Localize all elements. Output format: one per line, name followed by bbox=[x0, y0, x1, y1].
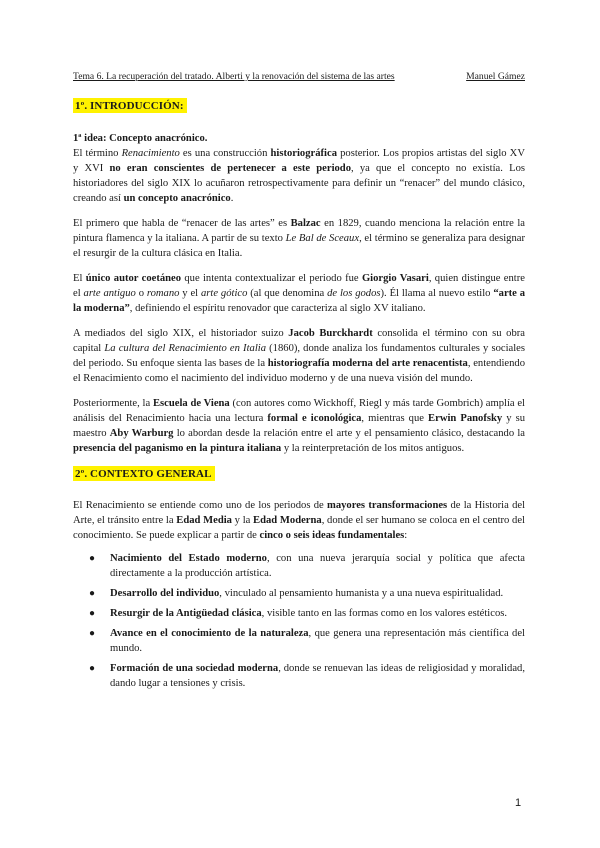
text-run: y la bbox=[231, 515, 254, 526]
bold-run: historiografía moderna del arte renacentista bbox=[267, 358, 468, 369]
bold-run: Escuela de Viena bbox=[152, 398, 230, 409]
paragraph-2 bbox=[73, 216, 525, 261]
list-item-text: , visible tanto en las formas como en los valores estéticos. bbox=[261, 608, 508, 619]
bullet-icon: ● bbox=[89, 608, 96, 619]
text-run: , donde el ser humano se coloca en el centro del conocimiento. Se puede explicar a partir de bbox=[73, 515, 525, 541]
bullet-icon: ● bbox=[89, 628, 96, 639]
paragraph-1 bbox=[73, 131, 525, 206]
bold-run: Erwin Panofsky bbox=[428, 413, 503, 424]
bold-run: Aby Warburg bbox=[109, 428, 174, 439]
bold-run: Balzac bbox=[290, 218, 321, 229]
text-run: es una construcción bbox=[179, 148, 271, 159]
paragraph-context-intro bbox=[73, 498, 525, 543]
text-run: , entendiendo el Renacimiento como el nacimiento del individuo moderno y de una nueva visión del mundo. bbox=[73, 358, 525, 384]
bold-run: “arte a la moderna” bbox=[73, 288, 526, 314]
bold-run: Edad Moderna bbox=[253, 515, 322, 526]
text-run: que intenta contextualizar el periodo fue bbox=[181, 273, 362, 284]
text-run: (con autores como Wickhoff, Riegl y más tarde Gombrich) amplía el análisis del Renacimiento hacia una lectura bbox=[73, 398, 525, 424]
bold-run: Giorgio Vasari bbox=[361, 273, 429, 284]
text-run: El término bbox=[73, 148, 122, 159]
text-run: (al que denomina bbox=[247, 288, 328, 299]
list-item bbox=[73, 606, 525, 621]
text-run: de la Historia del Arte, el tránsito entre la bbox=[73, 500, 526, 526]
italic-run: arte gótico bbox=[200, 288, 248, 299]
section-1-heading: 1º. INTRODUCCIÓN: bbox=[73, 98, 187, 113]
section-1-heading-wrap bbox=[73, 98, 525, 114]
italic-run: romano bbox=[146, 288, 180, 299]
italic-run: Renacimiento bbox=[121, 148, 180, 159]
page-number: 1 bbox=[515, 797, 522, 809]
list-item-text: , donde se renuevan las ideas de religiosidad y moralidad, dando lugar a tensiones y crisis. bbox=[110, 663, 525, 689]
text-run: y su maestro bbox=[73, 413, 526, 439]
bold-run: presencia del paganismo en la pintura italiana bbox=[73, 443, 282, 454]
paragraph-4 bbox=[73, 326, 525, 386]
list-item-bold: Formación de una sociedad moderna bbox=[110, 663, 279, 674]
paragraph-5 bbox=[73, 396, 525, 456]
text-run: o bbox=[135, 288, 147, 299]
bullet-icon: ● bbox=[89, 663, 96, 674]
bullet-icon: ● bbox=[89, 588, 96, 599]
header-author: Manuel Gámez bbox=[466, 71, 525, 82]
text-run: . bbox=[230, 193, 234, 204]
text-run: , definiendo el espíritu renovador que caracteriza al siglo XV italiano. bbox=[129, 303, 426, 314]
italic-run: Le Bal de Sceaux bbox=[285, 233, 360, 244]
bullet-icon: ● bbox=[89, 553, 96, 564]
bold-run: mayores transformaciones bbox=[327, 500, 448, 511]
text-run: Posteriormente, la bbox=[73, 398, 153, 409]
list-item-bold: Resurgir de la Antigüedad clásica bbox=[110, 608, 262, 619]
text-run: posterior. Los propios artistas del siglo XV y XVI bbox=[73, 148, 525, 174]
bold-run: Jacob Burckhardt bbox=[288, 328, 373, 339]
bold-run: Edad Media bbox=[176, 515, 232, 526]
italic-run: La cultura del Renacimiento en Italia bbox=[104, 343, 267, 354]
ideas-list bbox=[73, 551, 525, 691]
text-run: , mientras que bbox=[361, 413, 429, 424]
bold-run: no eran conscientes de pertenecer a este periodo bbox=[109, 163, 351, 174]
list-item-bold: Desarrollo del individuo bbox=[110, 588, 220, 599]
list-item bbox=[73, 626, 525, 656]
italic-run: arte antiguo bbox=[83, 288, 136, 299]
document-body bbox=[73, 98, 525, 696]
bold-run: único autor coetáneo bbox=[85, 273, 182, 284]
section-2-heading-wrap bbox=[73, 466, 525, 482]
list-item-text: , que genera una representación más científica del mundo. bbox=[110, 628, 525, 654]
text-run: : bbox=[404, 530, 408, 541]
section-2-heading: 2º. CONTEXTO GENERAL bbox=[73, 466, 215, 481]
text-run: consolida el término con su obra capital bbox=[73, 328, 525, 354]
text-run: , el término se generaliza para designar el resurgir de la cultura clásica en Italia. bbox=[73, 233, 525, 259]
list-item bbox=[73, 661, 525, 691]
bold-run: cinco o seis ideas fundamentales bbox=[259, 530, 405, 541]
italic-run: de los godos bbox=[327, 288, 381, 299]
list-item-text: , vinculado al pensamiento humanista y a una nueva espiritualidad. bbox=[219, 588, 504, 599]
text-run: (1860), donde analiza los fundamentos culturales y sociales del periodo. Su enfoque sienta las bases de la bbox=[73, 343, 526, 369]
text-run: ). Él llama al nuevo estilo bbox=[380, 288, 494, 299]
text-run: y el bbox=[179, 288, 201, 299]
subsection-title: 1ª idea: Concepto anacrónico. bbox=[73, 133, 208, 144]
bold-run: un concepto anacrónico bbox=[123, 193, 231, 204]
list-item bbox=[73, 586, 525, 601]
text-run: El primero que habla de “renacer de las artes” es bbox=[73, 218, 291, 229]
text-run: El bbox=[73, 273, 86, 284]
list-item-bold: Avance en el conocimiento de la naturaleza bbox=[110, 628, 309, 639]
paragraph-3 bbox=[73, 271, 525, 316]
list-item-text: , con una nueva jerarquía social y política que afecta directamente a la producción artística. bbox=[110, 553, 525, 579]
text-run: en 1829, cuando menciona la relación entre la pintura flamenca y la italiana. A partir de su texto bbox=[73, 218, 525, 244]
text-run: A mediados del siglo XIX, el historiador suizo bbox=[73, 328, 289, 339]
header-title: Tema 6. La recuperación del tratado. Alberti y la renovación del sistema de las artes bbox=[73, 71, 395, 82]
text-run: , quien distingue entre el bbox=[73, 273, 525, 299]
text-run: lo abordan desde la relación entre el arte y el pensamiento clásico, destacando la bbox=[173, 428, 526, 439]
bold-run: historiográfica bbox=[270, 148, 337, 159]
list-item bbox=[73, 551, 525, 581]
text-run: , ya que el concepto no existía. Los historiadores del siglo XIX lo acuñaron retrospectivamente para definir un “renacer” del mundo clásico, creando así bbox=[73, 163, 525, 204]
text-run: El Renacimiento se entiende como uno de los periodos de bbox=[73, 500, 327, 511]
text-run: y la reinterpretación de los mitos antiguos. bbox=[281, 443, 465, 454]
bold-run: formal e iconológica bbox=[267, 413, 362, 424]
list-item-bold: Nacimiento del Estado moderno bbox=[110, 553, 267, 564]
